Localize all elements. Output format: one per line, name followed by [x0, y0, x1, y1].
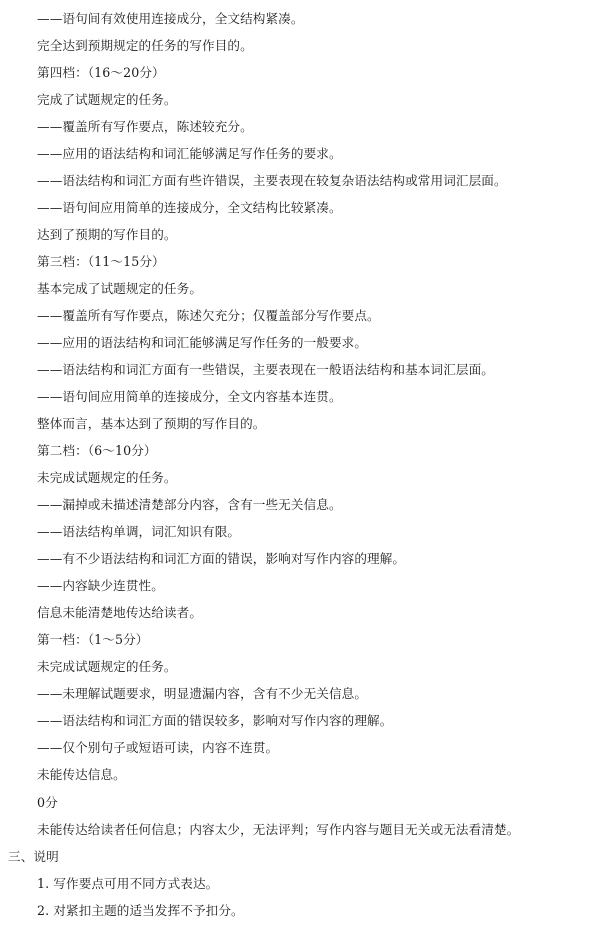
criteria-line: ——应用的语法结构和词汇能够满足写作任务的一般要求。 [37, 335, 368, 350]
criteria-line: ——有不少语法结构和词汇方面的错误，影响对写作内容的理解。 [37, 551, 406, 566]
criteria-line: 达到了预期的写作目的。 [37, 227, 177, 242]
criteria-line: 未能传达信息。 [37, 767, 126, 782]
criteria-line: 未能传达给读者任何信息；内容太少，无法评判；写作内容与题目无关或无法看清楚。 [37, 822, 520, 837]
criteria-line: 完成了试题规定的任务。 [37, 92, 177, 107]
criteria-line: 未完成试题规定的任务。 [37, 470, 177, 485]
criteria-line: ——仅个别句子或短语可读，内容不连贯。 [37, 740, 279, 755]
section-heading: 三、说明 [8, 849, 59, 864]
criteria-line: ——内容缺少连贯性。 [37, 578, 164, 593]
note-item: 1. 写作要点可用不同方式表达。 [37, 876, 219, 891]
criteria-line: ——未理解试题要求，明显遗漏内容，含有不少无关信息。 [37, 686, 368, 701]
note-item: 2. 对紧扣主题的适当发挥不予扣分。 [37, 903, 244, 918]
criteria-line: ——应用的语法结构和词汇能够满足写作任务的要求。 [37, 146, 342, 161]
criteria-line: ——漏掉或未描述清楚部分内容，含有一些无关信息。 [37, 497, 342, 512]
band-heading: 第一档：（1～5分） [37, 632, 149, 647]
criteria-line: ——语法结构和词汇方面有一些错误，主要表现在一般语法结构和基本词汇层面。 [37, 362, 494, 377]
band-heading: 第三档：（11～15分） [37, 254, 165, 269]
band-heading: 第二档：（6～10分） [37, 443, 157, 458]
criteria-line: 整体而言，基本达到了预期的写作目的。 [37, 416, 266, 431]
criteria-line: ——语句间应用简单的连接成分，全文内容基本连贯。 [37, 389, 342, 404]
criteria-line: ——覆盖所有写作要点，陈述较充分。 [37, 119, 253, 134]
band-heading: 第四档：（16～20分） [37, 65, 165, 80]
criteria-line: 完全达到预期规定的任务的写作目的。 [37, 38, 253, 53]
criteria-line: ——语法结构和词汇方面的错误较多，影响对写作内容的理解。 [37, 713, 393, 728]
criteria-line: ——语法结构和词汇方面有些许错误，主要表现在较复杂语法结构或常用词汇层面。 [37, 173, 507, 188]
criteria-line: ——语法结构单调，词汇知识有限。 [37, 524, 241, 539]
criteria-line: ——覆盖所有写作要点，陈述欠充分；仅覆盖部分写作要点。 [37, 308, 380, 323]
band-heading: 0分 [37, 795, 58, 810]
criteria-line: 未完成试题规定的任务。 [37, 659, 177, 674]
criteria-line: 基本完成了试题规定的任务。 [37, 281, 203, 296]
criteria-line: ——语句间应用简单的连接成分，全文结构比较紧凑。 [37, 200, 342, 215]
criteria-line: 信息未能清楚地传达给读者。 [37, 605, 203, 620]
criteria-line: ——语句间有效使用连接成分，全文结构紧凑。 [37, 11, 304, 26]
